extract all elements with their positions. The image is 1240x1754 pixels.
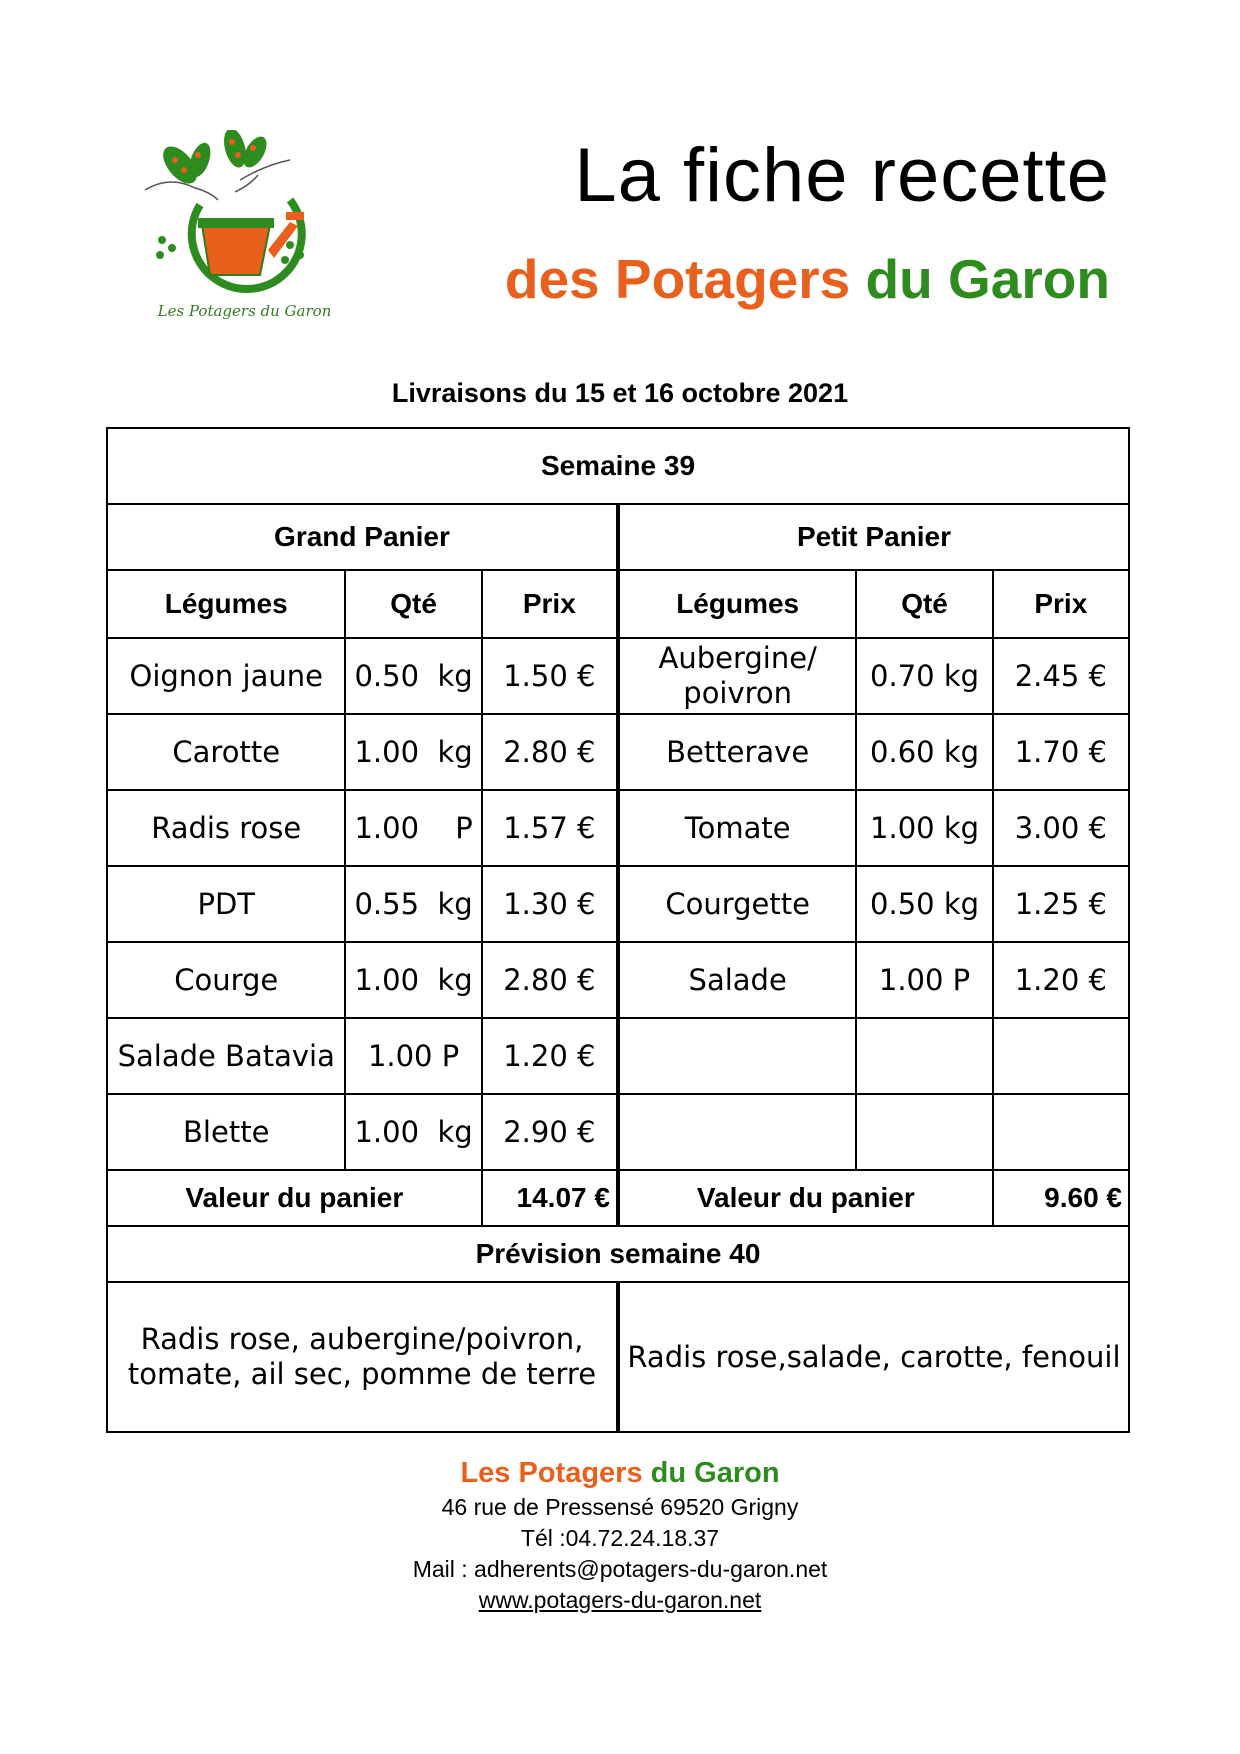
petit-legume: Courgette xyxy=(618,866,856,942)
petit-legume: Aubergine/ poivron xyxy=(618,638,856,714)
footer-mail[interactable]: Mail : adherents@potagers-du-garon.net xyxy=(412,1556,828,1582)
week-label: Semaine 39 xyxy=(107,428,1129,504)
grand-legume: Salade Batavia xyxy=(107,1018,345,1094)
grand-legume: Blette xyxy=(107,1094,345,1170)
petit-legume-empty xyxy=(618,1094,856,1170)
table-row xyxy=(107,866,1129,942)
footer xyxy=(0,1454,1240,1616)
forecast-title: Prévision semaine 40 xyxy=(107,1226,1129,1282)
grand-prix: 1.20 € xyxy=(482,1018,618,1094)
petit-prix: 2.45 € xyxy=(993,638,1129,714)
grand-prix: 2.90 € xyxy=(482,1094,618,1170)
petit-header-qte: Qté xyxy=(856,570,992,638)
petit-total-label: Valeur du panier xyxy=(618,1170,993,1226)
grand-qte: 1.00 kg xyxy=(345,714,481,790)
table-row xyxy=(107,942,1129,1018)
petit-header-prix: Prix xyxy=(993,570,1129,638)
grand-qte: 0.55 kg xyxy=(345,866,481,942)
petit-qte: 0.70 kg xyxy=(856,638,992,714)
table-row xyxy=(107,714,1129,790)
page-subtitle xyxy=(504,248,1110,310)
subtitle-prefix: des Potagers xyxy=(504,248,851,310)
petit-legume: Tomate xyxy=(618,790,856,866)
petit-legume: Betterave xyxy=(618,714,856,790)
petit-legume: Salade xyxy=(618,942,856,1018)
grand-prix: 1.30 € xyxy=(482,866,618,942)
petit-qte: 0.50 kg xyxy=(856,866,992,942)
grand-header-legumes: Légumes xyxy=(107,570,345,638)
petit-qte: 1.00 kg xyxy=(856,790,992,866)
grand-qte: 1.00 P xyxy=(345,790,481,866)
footer-website-link[interactable]: www.potagers-du-garon.net xyxy=(478,1587,762,1613)
logo-caption: Les Potagers du Garon xyxy=(157,302,332,320)
grand-legume: Radis rose xyxy=(107,790,345,866)
petit-qte: 0.60 kg xyxy=(856,714,992,790)
table-row xyxy=(107,638,1129,714)
grand-prix: 1.50 € xyxy=(482,638,618,714)
delivery-date: Livraisons du 15 et 16 octobre 2021 xyxy=(391,378,849,408)
page-title: La fiche recette xyxy=(574,133,1110,218)
petit-panier-title: Petit Panier xyxy=(618,504,1129,570)
forecast-petit: Radis rose,salade, carotte, fenouil xyxy=(618,1282,1129,1432)
petit-qte: 1.00 P xyxy=(856,942,992,1018)
grand-prix: 2.80 € xyxy=(482,942,618,1018)
grand-qte: 0.50 kg xyxy=(345,638,481,714)
grand-qte: 1.00 kg xyxy=(345,1094,481,1170)
grand-total-label: Valeur du panier xyxy=(107,1170,482,1226)
petit-legume-empty xyxy=(618,1018,856,1094)
table-row xyxy=(107,1018,1129,1094)
petit-prix-empty xyxy=(993,1094,1129,1170)
petit-prix-empty xyxy=(993,1018,1129,1094)
petit-prix: 1.25 € xyxy=(993,866,1129,942)
petit-qte-empty xyxy=(856,1018,992,1094)
grand-legume: Carotte xyxy=(107,714,345,790)
grand-header-qte: Qté xyxy=(345,570,481,638)
grand-total-value: 14.07 € xyxy=(482,1170,618,1226)
footer-address: 46 rue de Pressensé 69520 Grigny xyxy=(441,1494,799,1520)
footer-org-name: Les Potagers du Garon xyxy=(460,1457,780,1489)
basket-table xyxy=(106,427,1130,1433)
grand-prix: 2.80 € xyxy=(482,714,618,790)
petit-qte-empty xyxy=(856,1094,992,1170)
grand-qte: 1.00 P xyxy=(345,1018,481,1094)
grand-panier-title: Grand Panier xyxy=(107,504,618,570)
footer-phone: Tél :04.72.24.18.37 xyxy=(520,1525,720,1551)
grand-qte: 1.00 kg xyxy=(345,942,481,1018)
petit-prix: 3.00 € xyxy=(993,790,1129,866)
petit-total-value: 9.60 € xyxy=(993,1170,1129,1226)
petit-header-legumes: Légumes xyxy=(618,570,856,638)
petit-prix: 1.70 € xyxy=(993,714,1129,790)
grand-header-prix: Prix xyxy=(482,570,618,638)
logo xyxy=(140,130,340,330)
forecast-grand: Radis rose, aubergine/poivron, tomate, ail sec, pomme de terre xyxy=(107,1282,618,1432)
grand-prix: 1.57 € xyxy=(482,790,618,866)
watering-can-logo-icon xyxy=(140,130,330,295)
subtitle-suffix: du Garon xyxy=(865,248,1110,310)
grand-legume: PDT xyxy=(107,866,345,942)
grand-legume: Oignon jaune xyxy=(107,638,345,714)
table-row xyxy=(107,790,1129,866)
petit-prix: 1.20 € xyxy=(993,942,1129,1018)
grand-legume: Courge xyxy=(107,942,345,1018)
table-row xyxy=(107,1094,1129,1170)
